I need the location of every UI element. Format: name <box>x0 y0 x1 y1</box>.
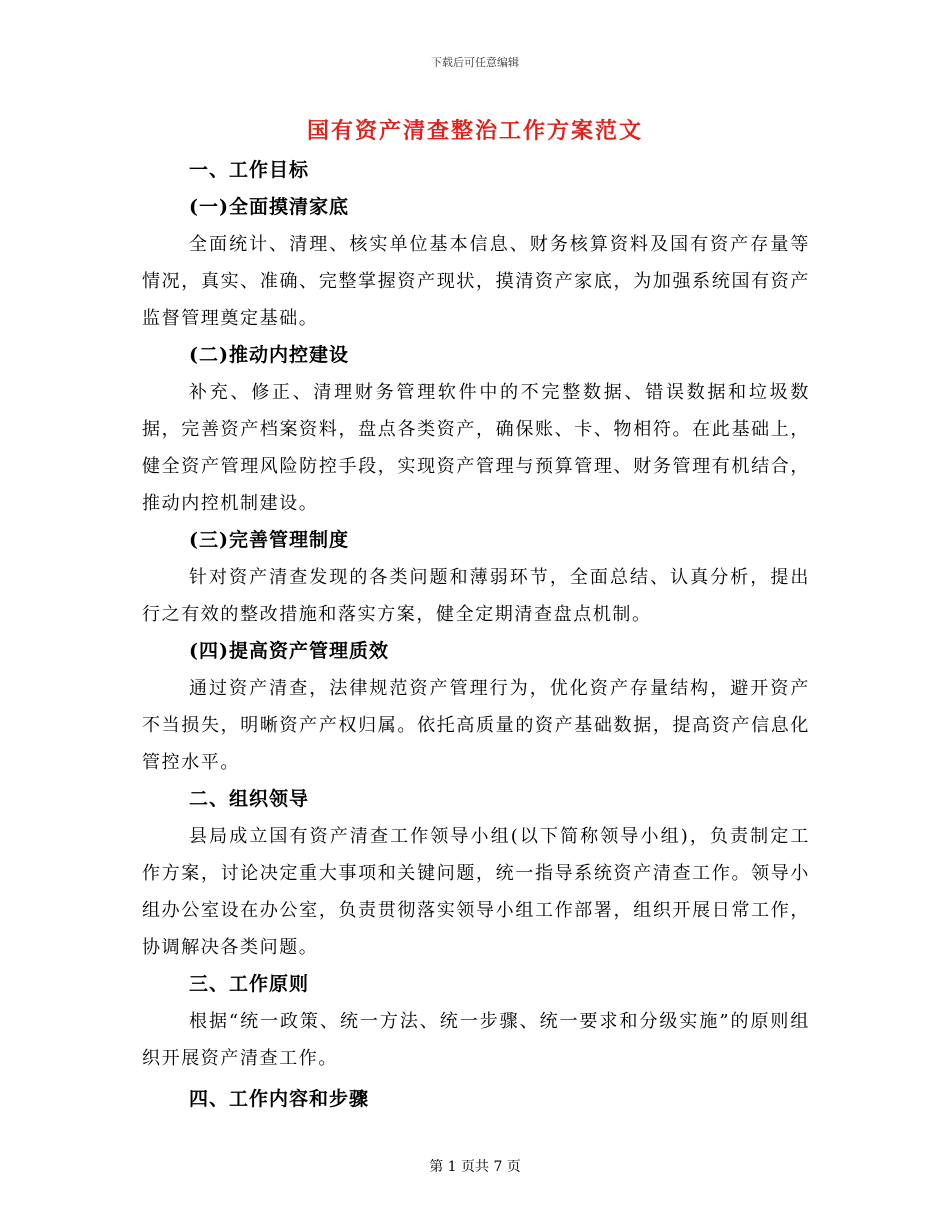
header-note: 下载后可任意编辑 <box>431 56 519 69</box>
page-number-footer: 第 1 页共 7 页 <box>429 1159 521 1175</box>
section-heading-goals: 一、工作目标 <box>189 159 310 181</box>
subsection-heading-3: (三)完善管理制度 <box>189 529 349 551</box>
paragraph-6: 根据“统一政策、统一方法、统一步骤、统一要求和分级实施”的原则组织开展资产清查工作。 <box>142 1011 810 1069</box>
section-heading-content-steps: 四、工作内容和步骤 <box>189 1088 370 1110</box>
document-body <box>142 152 810 1118</box>
paragraph-5: 县局成立国有资产清查工作领导小组(以下简称领导小组)，负责制定工作方案，讨论决定重大事项和关键问题，统一指导系统资产清查工作。领导小组办公室设在办公室，负责贯彻落实领导小组工作部署，组织开展日常工作，协调解决各类问题。 <box>142 826 810 958</box>
paragraph-3: 针对资产清查发现的各类问题和薄弱环节，全面总结、认真分析，提出行之有效的整改措施和落实方案，健全定期清查盘点机制。 <box>142 567 810 625</box>
section-heading-organization: 二、组织领导 <box>189 788 310 810</box>
paragraph-2: 补充、修正、清理财务管理软件中的不完整数据、错误数据和垃圾数据，完善资产档案资料，盘点各类资产，确保账、卡、物相符。在此基础上，健全资产管理风险防控手段，实现资产管理与预算管理、财务管理有机结合，推动内控机制建设。 <box>142 382 810 514</box>
subsection-heading-4: (四)提高资产管理质效 <box>189 640 389 662</box>
subsection-heading-2: (二)推动内控建设 <box>189 344 349 366</box>
paragraph-1: 全面统计、清理、核实单位基本信息、财务核算资料及国有资产存量等情况，真实、准确、完整掌握资产现状，摸清资产家底，为加强系统国有资产监督管理奠定基础。 <box>142 234 810 329</box>
paragraph-4: 通过资产清查，法律规范资产管理行为，优化资产存量结构，避开资产不当损失，明晰资产产权归属。依托高质量的资产基础数据，提高资产信息化管控水平。 <box>142 678 810 773</box>
subsection-heading-1: (一)全面摸清家底 <box>189 196 349 218</box>
section-heading-principles: 三、工作原则 <box>189 973 310 995</box>
document-title: 国有资产清查整治工作方案范文 <box>306 118 643 144</box>
